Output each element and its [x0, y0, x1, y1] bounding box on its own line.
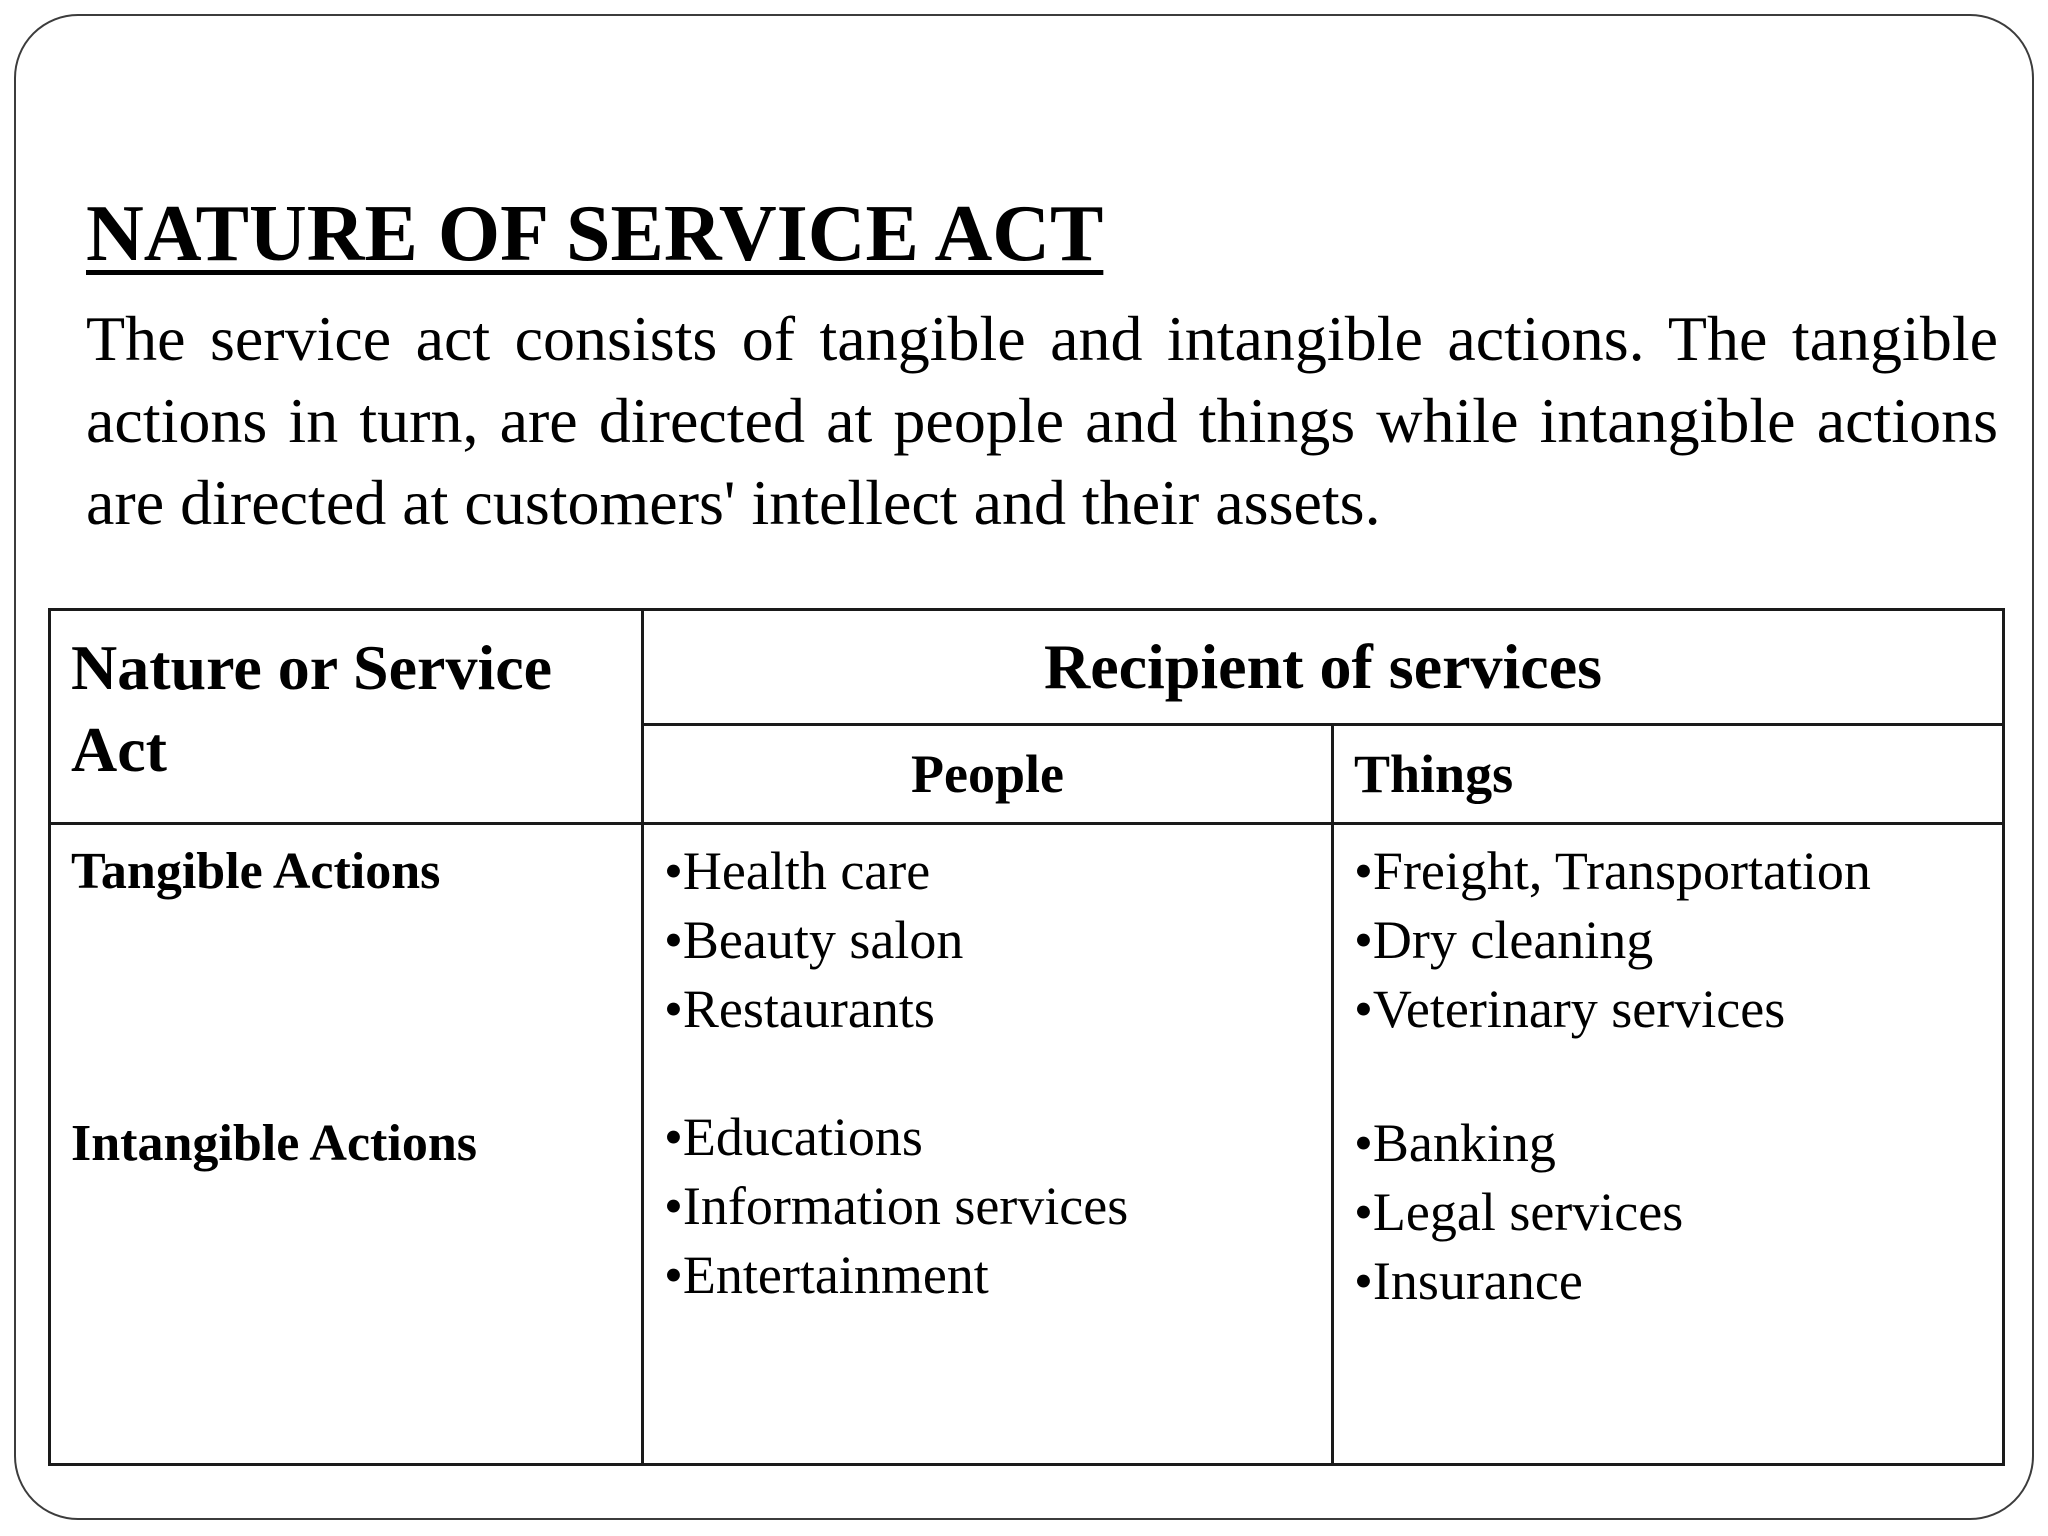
- list-item: •Educations: [664, 1107, 923, 1167]
- recipient-header-cell: [643, 610, 2004, 725]
- list-item: •Banking: [1354, 1113, 1556, 1173]
- people-cell: [643, 824, 1333, 1465]
- list-item: •Dry cleaning: [1354, 910, 1654, 970]
- corner-header-cell: [50, 610, 643, 824]
- list-item: •Freight, Transportation: [1354, 841, 1871, 901]
- slide-title: NATURE OF SERVICE ACT: [86, 190, 1104, 278]
- list-item: •Health care: [664, 841, 931, 901]
- things-intangible-list: [1354, 1109, 1683, 1316]
- corner-header-text: Nature or Service Act: [71, 632, 553, 785]
- list-item: •Entertainment: [664, 1245, 989, 1305]
- list-item: •Restaurants: [664, 979, 935, 1039]
- list-item: •Information services: [664, 1176, 1129, 1236]
- list-item: •Veterinary services: [1354, 979, 1786, 1039]
- things-header-text: Things: [1354, 744, 1514, 804]
- things-header-cell: [1333, 725, 2004, 824]
- recipient-header-text: Recipient of services: [1043, 631, 1603, 702]
- service-act-table: [48, 608, 2005, 1466]
- intangible-actions-label: Intangible Actions: [71, 1115, 477, 1172]
- list-item: •Legal services: [1354, 1182, 1684, 1242]
- action-labels-cell: [50, 824, 643, 1465]
- tangible-actions-label: Tangible Actions: [71, 843, 441, 900]
- people-intangible-list: [664, 1103, 1128, 1310]
- things-cell: [1333, 824, 2004, 1465]
- people-tangible-list: [664, 837, 963, 1044]
- list-item: •Insurance: [1354, 1251, 1583, 1311]
- intro-paragraph: The service act consists of tangible and intangible actions. The tangible actions in turn, are directed at people and things while intangible actions are directed at customers' intellect and their assets.: [86, 303, 1998, 538]
- people-header-cell: [643, 725, 1333, 824]
- list-item: •Beauty salon: [664, 910, 964, 970]
- things-tangible-list: [1354, 837, 1871, 1044]
- people-header-text: People: [911, 744, 1064, 804]
